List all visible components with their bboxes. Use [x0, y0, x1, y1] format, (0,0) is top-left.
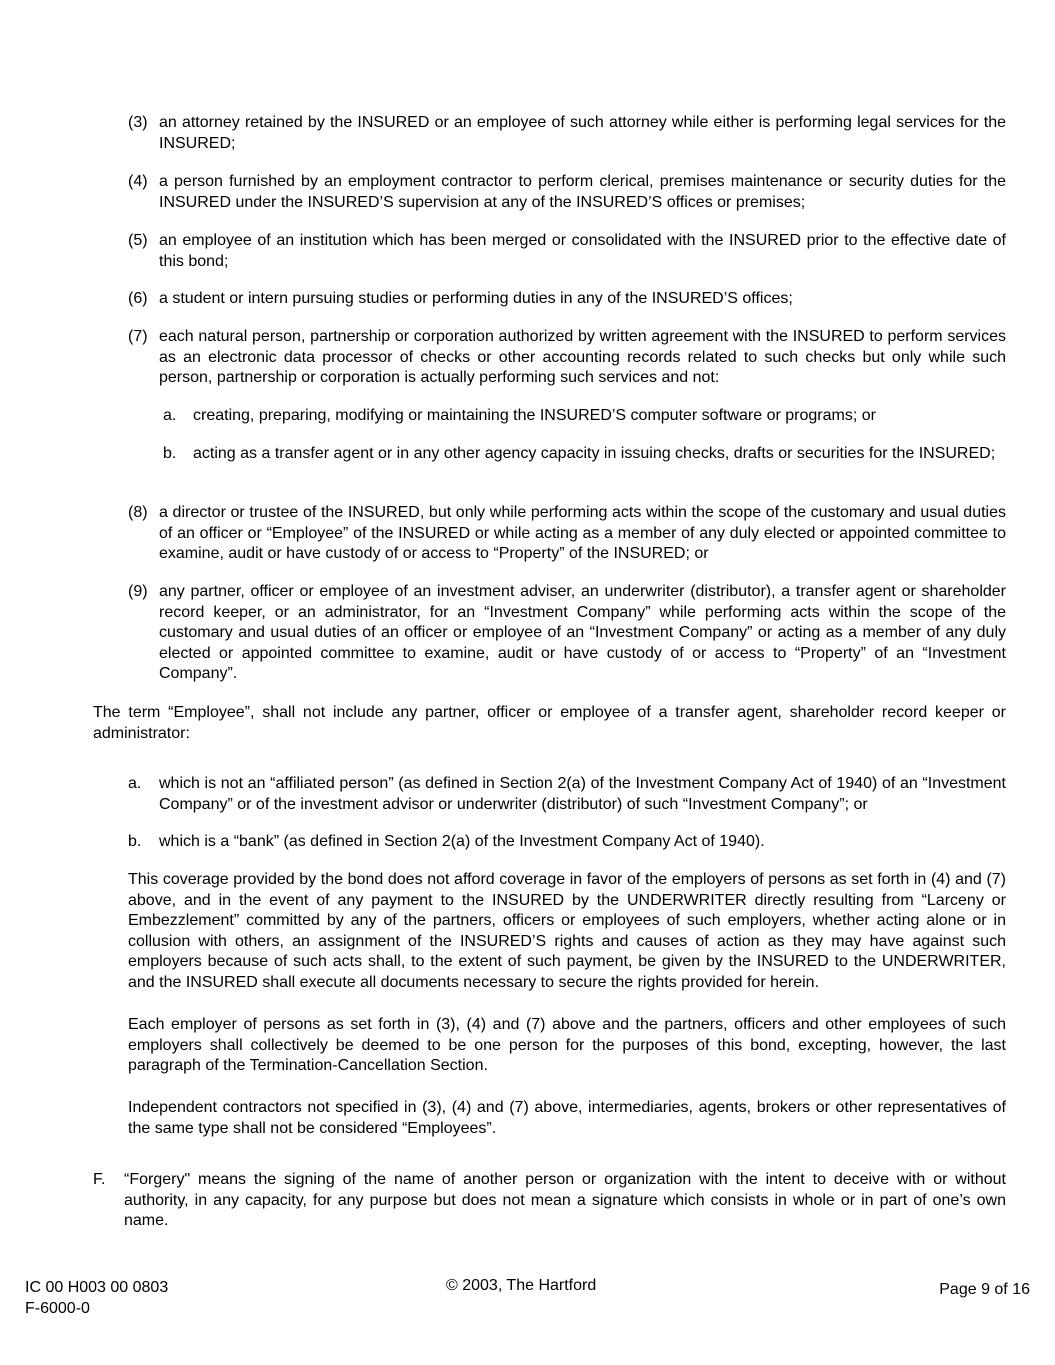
- item-text: a person furnished by an employment contractor to perform clerical, premises maintenance or security duties for the INSURED under the INSURED’S supervision at any of the INSURED’S offices or premises;: [159, 173, 1006, 211]
- item-number: (9): [128, 583, 148, 600]
- item-text: an attorney retained by the INSURED or an employee of such attorney while either is performing legal services for the INSURED;: [159, 114, 1006, 152]
- term-item-text: which is a “bank” (as defined in Section 2(a) of the Investment Company Act of 1940).: [159, 833, 765, 850]
- item-text: each natural person, partnership or corporation authorized by written agreement with the INSURED to perform services as an electronic data processor of checks or other accounting records related to such checks but only while such person, partnership or corporation is actually performing such services and not:: [159, 328, 1006, 386]
- item-number: (8): [128, 504, 148, 521]
- subitem-text: creating, preparing, modifying or maintaining the INSURED’S computer software or programs; or: [193, 407, 876, 424]
- form-number: IC 00 H003 00 0803: [25, 1279, 169, 1296]
- section-letter: F.: [93, 1171, 106, 1188]
- term-item-letter: a.: [128, 775, 142, 792]
- term-paragraph: The term “Employee”, shall not include any partner, officer or employee of a transfer agent, shareholder record keeper or administrator:: [93, 704, 1006, 742]
- item-text: an employee of an institution which has been merged or consolidated with the INSURED prior to the effective date of this bond;: [159, 232, 1006, 270]
- subitem-text: acting as a transfer agent or in any other agency capacity in issuing checks, drafts or securities for the INSURED;: [193, 445, 996, 462]
- item-text: any partner, officer or employee of an investment adviser, an underwriter (distributor), a transfer agent or shareholder record keeper, or an administrator, for an “Investment Company” while performing acts within the scope of the customary and usual duties of an officer or employee of an “Investment Company” or acting as a member of any duly elected or appointed committee to examine, audit or have custody of or access to “Property” of an “Investment Company”.: [159, 583, 1006, 682]
- term-item-text: which is not an “affiliated person” (as defined in Section 2(a) of the Investment Company Act of 1940) of an “Investment Company” or of the investment advisor or underwriter (distributor) of such “Investment Company”; or: [159, 775, 1006, 813]
- item-number: (5): [128, 232, 148, 249]
- copyright: © 2003, The Hartford: [446, 1277, 597, 1294]
- term-item-letter: b.: [128, 833, 142, 850]
- item-number: (6): [128, 290, 148, 307]
- item-number: (3): [128, 114, 148, 131]
- footer-form-info: [25, 1277, 168, 1319]
- item-text: a director or trustee of the INSURED, but only while performing acts within the scope of the customary and usual duties of an officer or “Employee” of the INSURED or while acting as a member of any duly elected or appointed committee to examine, audit or have custody of or access to “Property” of the INSURED; or: [159, 504, 1006, 562]
- forgery-definition: “Forgery" means the signing of the name of another person or organization with the intent to deceive with or without authority, in any capacity, for any purpose but does not mean a signature which consists in whole or in part of one’s own name.: [124, 1171, 1006, 1229]
- subitem-letter: b.: [163, 445, 177, 462]
- coverage-paragraph: This coverage provided by the bond does not afford coverage in favor of the employers of persons as set forth in (4) and (7) above, and in the event of any payment to the INSURED by the UNDERWRITER directly resulting from “Larceny or Embezzlement” committed by any of the partners, officers or employees of such employers, whether acting alone or in collusion with others, an assignment of the INSURED’S rights and causes of action as they may have against such employers because of such acts shall, to the extent of such payment, be given by the INSURED to the UNDERWRITER, and the INSURED shall execute all documents necessary to secure the rights provided for herein.: [128, 871, 1006, 991]
- contractors-paragraph: Independent contractors not specified in (3), (4) and (7) above, intermediaries, agents, brokers or other representatives of the same type shall not be considered “Employees”.: [128, 1099, 1006, 1137]
- item-text: a student or intern pursuing studies or performing duties in any of the INSURED’S offices;: [159, 290, 793, 307]
- form-code: F-6000-0: [25, 1300, 90, 1317]
- item-number: (7): [128, 328, 148, 345]
- page-number: Page 9 of 16: [939, 1281, 1030, 1298]
- subitem-letter: a.: [163, 407, 177, 424]
- employer-paragraph: Each employer of persons as set forth in (3), (4) and (7) above and the partners, officers and other employees of such employers shall collectively be deemed to be one person for the purposes of this bond, excepting, however, the last paragraph of the Termination-Cancellation Section.: [128, 1016, 1006, 1074]
- item-number: (4): [128, 173, 148, 190]
